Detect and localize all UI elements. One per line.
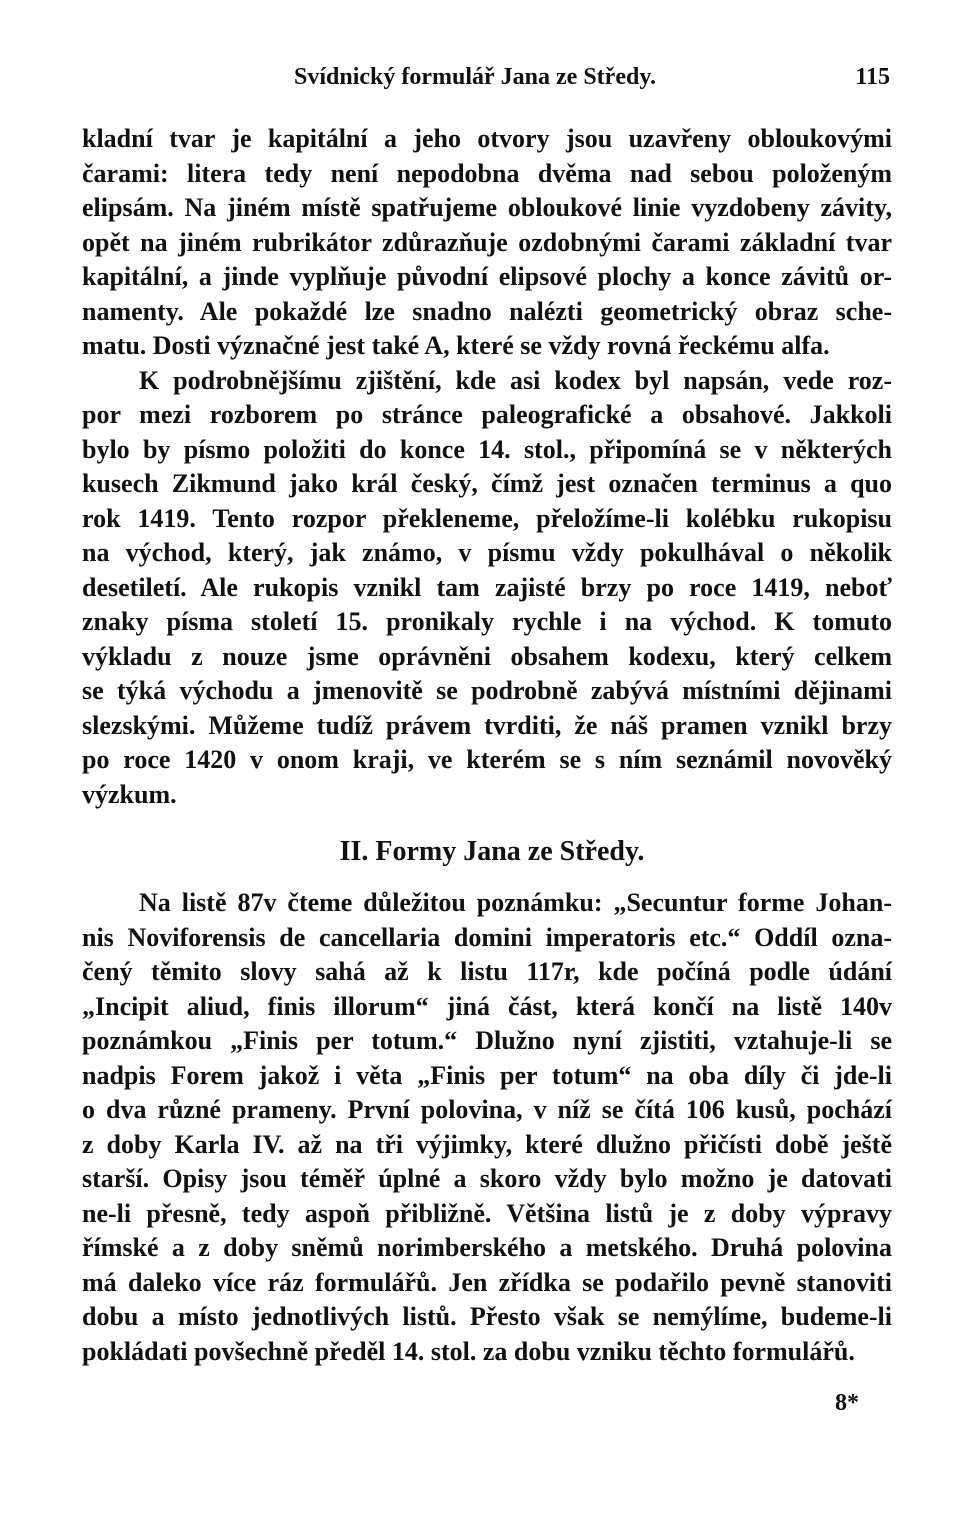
paragraph-3 bbox=[82, 886, 892, 1369]
text-line: matu. Dosti význačné jest také A, které se vždy rovná řeckému alfa. bbox=[82, 331, 830, 360]
text-line: nis Noviforensis de cancellaria domini imperatoris etc.“ Oddíl ozna- bbox=[82, 922, 892, 952]
text-line: kapitální, a jinde vyplňuje původní elipsové plochy a konce závitů or- bbox=[82, 262, 892, 291]
text-line: pokládati povšechně předěl 14. stol. za dobu vzniku těchto formulářů. bbox=[82, 1336, 855, 1366]
text-line: slezskými. Můžeme tudíž právem tvrditi, že náš pramen vznikl brzy bbox=[82, 710, 892, 740]
text-line: čarami: litera tedy není nepodobna dvěma nad sebou položeným bbox=[82, 158, 892, 188]
paragraph-1 bbox=[82, 122, 892, 364]
text-line: římské a z doby sněmů norimberského a metského. Druhá polovina bbox=[82, 1233, 892, 1262]
text-line: poznámkou „Finis per totum.“ Dlužno nyní zjistiti, vztahuje-li se bbox=[82, 1026, 892, 1055]
paragraph-2 bbox=[82, 364, 892, 813]
text-line: z doby Karla IV. až na tři výjimky, které dlužno přičísti době ještě bbox=[82, 1129, 892, 1159]
body-text bbox=[82, 122, 892, 1369]
text-line: výkladu z nouze jsme oprávněni obsahem kodexu, který celkem bbox=[82, 641, 892, 671]
text-line: ne-li přesně, tedy aspoň přibližně. Většina listů je z doby výpravy bbox=[82, 1198, 892, 1228]
text-line: namenty. Ale pokaždé lze snadno nalézti geometrický obraz sche- bbox=[82, 296, 892, 326]
text-line: bylo by písmo položiti do konce 14. stol., připomíná se v některých bbox=[82, 434, 892, 464]
section-heading: II. Formy Jana ze Středy. bbox=[339, 836, 645, 867]
text-line: Na listě 87v čteme důležitou poznámku: „Secuntur forme Johan- bbox=[139, 888, 892, 917]
text-line: o dva různé prameny. První polovina, v níž se čítá 106 kusů, pochází bbox=[82, 1095, 892, 1124]
text-line: kladní tvar je kapitální a jeho otvory jsou uzavřeny obloukovými bbox=[82, 124, 892, 153]
text-line: elipsám. Na jiném místě spatřujeme obloukové linie vyzdobeny závity, bbox=[82, 193, 892, 222]
text-line: výzkum. bbox=[82, 779, 177, 809]
text-line: por mezi rozborem po stránce paleografické a obsahové. Jakkoli bbox=[82, 400, 892, 429]
text-line: na východ, který, jak známo, v písmu vždy pokulhával o několik bbox=[82, 538, 892, 567]
text-line: má daleko více ráz formulářů. Jen zřídka se podařilo pevně stanoviti bbox=[82, 1267, 892, 1297]
text-line: desetiletí. Ale rukopis vznikl tam zajisté brzy po roce 1419, neboť bbox=[82, 572, 892, 602]
page-number: 115 bbox=[855, 64, 890, 90]
text-line: rok 1419. Tento rozpor překleneme, přeložíme-li kolébku rukopisu bbox=[82, 503, 892, 533]
text-line: „Incipit aliud, finis illorum“ jiná část, která končí na listě 140v bbox=[82, 991, 892, 1021]
running-title: Svídnický formulář Jana ze Středy. bbox=[294, 64, 657, 90]
text-line: se týká východu a jmenovitě se podrobně zabývá místními dějinami bbox=[82, 676, 892, 705]
text-line: starší. Opisy jsou téměř úplné a skoro vždy bylo možno je datovati bbox=[82, 1164, 892, 1193]
text-line: nadpis Forem jakož i věta „Finis per totum“ na oba díly či jde-li bbox=[82, 1060, 892, 1090]
text-line: K podrobnějšímu zjištění, kde asi kodex byl napsán, vede roz- bbox=[139, 365, 892, 395]
text-line: po roce 1420 v onom kraji, ve kterém se s ním seznámil novověký bbox=[82, 745, 892, 774]
running-head bbox=[82, 62, 890, 92]
text-line: znaky písma století 15. pronikaly rychle i na východ. K tomuto bbox=[82, 607, 892, 636]
text-line: kusech Zikmund jako král český, čímž jest označen terminus a quo bbox=[82, 469, 892, 498]
text-line: čený těmito slovy sahá až k listu 117r, kde počíná podle údání bbox=[82, 957, 892, 986]
text-line: opět na jiném rubrikátor zdůrazňuje ozdobnými čarami základní tvar bbox=[82, 227, 892, 257]
text-line: dobu a místo jednotlivých listů. Přesto však se nemýlíme, budeme-li bbox=[82, 1302, 892, 1331]
signature-mark: 8* bbox=[835, 1390, 859, 1416]
